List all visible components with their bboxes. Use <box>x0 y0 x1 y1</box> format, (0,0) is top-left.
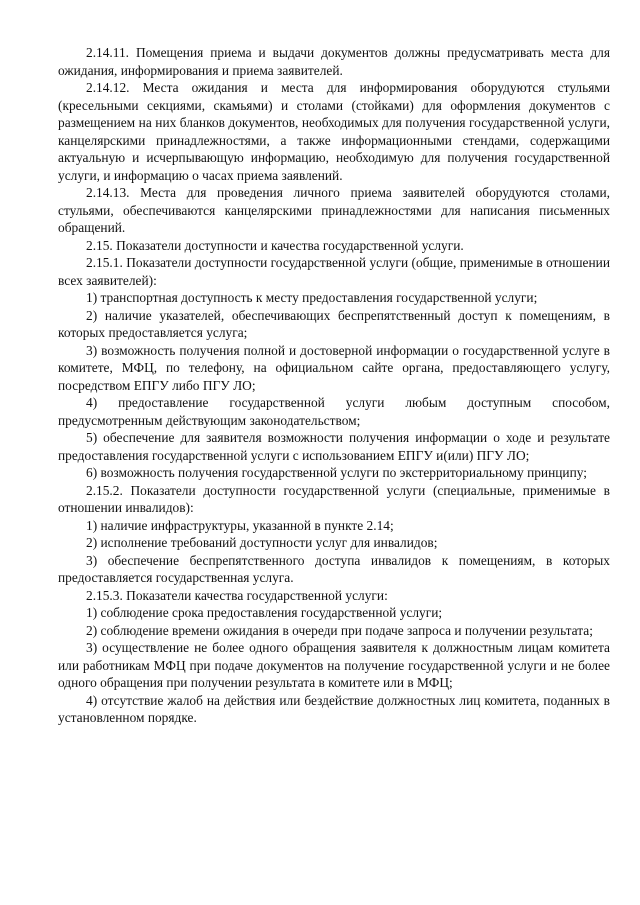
paragraph-2-15-1: 2.15.1. Показатели доступности государственной услуги (общие, применимые в отношении всех заявителей): <box>58 255 610 288</box>
document-page <box>58 44 610 727</box>
list-item-2-15-1-3: 3) возможность получения полной и достоверной информации о государственной услуге в комитете, МФЦ, по телефону, на официальном сайте органа, предоставляющего услугу, посредством ЕПГУ либо ПГУ ЛО; <box>58 342 610 393</box>
list-item-2-15-1-4: 4) предоставление государственной услуги любым доступным способом, предусмотренным действующим законодательством; <box>58 395 610 428</box>
list-item-2-15-1-5: 5) обеспечение для заявителя возможности получения информации о ходе и результате предоставления государственной услуги с использованием ЕПГУ и(или) ПГУ ЛО; <box>58 430 610 463</box>
paragraph-2-14-11: 2.14.11. Помещения приема и выдачи документов должны предусматривать места для ожидания, информирования и приема заявителей. <box>58 45 610 78</box>
list-item-2-15-2-3: 3) обеспечение беспрепятственного доступа инвалидов к помещениям, в которых предоставляется государственная услуга. <box>58 552 610 585</box>
list-item-2-15-3-1: 1) соблюдение срока предоставления государственной услуги; <box>86 605 443 620</box>
list-item-2-15-3-2: 2) соблюдение времени ожидания в очереди при подаче запроса и получении результата; <box>86 622 593 638</box>
list-item-2-15-2-1: 1) наличие инфраструктуры, указанной в пункте 2.14; <box>86 517 394 533</box>
paragraph-2-14-12: 2.14.12. Места ожидания и места для информирования оборудуются стульями (кресельными секциями, скамьями) и столами (стойками) для оформления документов с размещением на них бланков документов, необходимых для получения государственной услуги, канцелярскими принадлежностями, а также информационными стендами, содержащими актуальную и исчерпывающую информацию, необходимую для получения государственной услуги, и информацию о часах приема заявлений. <box>58 80 610 183</box>
list-item-2-15-1-2: 2) наличие указателей, обеспечивающих беспрепятственный доступ к помещениям, в которых предоставляется услуга; <box>58 307 610 340</box>
paragraph-2-14-13: 2.14.13. Места для проведения личного приема заявителей оборудуются столами, стульями, обеспечиваются канцелярскими принадлежностями для написания письменных обращений. <box>58 185 610 235</box>
list-item-2-15-1-6: 6) возможность получения государственной услуги по экстерриториальному принципу; <box>86 465 588 480</box>
paragraph-2-15-2: 2.15.2. Показатели доступности государственной услуги (специальные, применимые в отношении инвалидов): <box>58 482 610 515</box>
paragraph-2-15: 2.15. Показатели доступности и качества государственной услуги. <box>86 237 464 253</box>
list-item-2-15-1-1: 1) транспортная доступность к месту предоставления государственной услуги; <box>86 290 538 305</box>
list-item-2-15-2-2: 2) исполнение требований доступности услуг для инвалидов; <box>86 535 438 550</box>
list-item-2-15-3-3: 3) осуществление не более одного обращения заявителя к должностным лицам комитета или работникам МФЦ при подаче документов на получение государственной услуги и не более одного обращения при получении результата в комитете или в МФЦ; <box>58 640 610 690</box>
paragraph-2-15-3: 2.15.3. Показатели качества государственной услуги: <box>86 587 388 603</box>
list-item-2-15-3-4: 4) отсутствие жалоб на действия или бездействие должностных лиц комитета, поданных в установленном порядке. <box>58 692 610 725</box>
